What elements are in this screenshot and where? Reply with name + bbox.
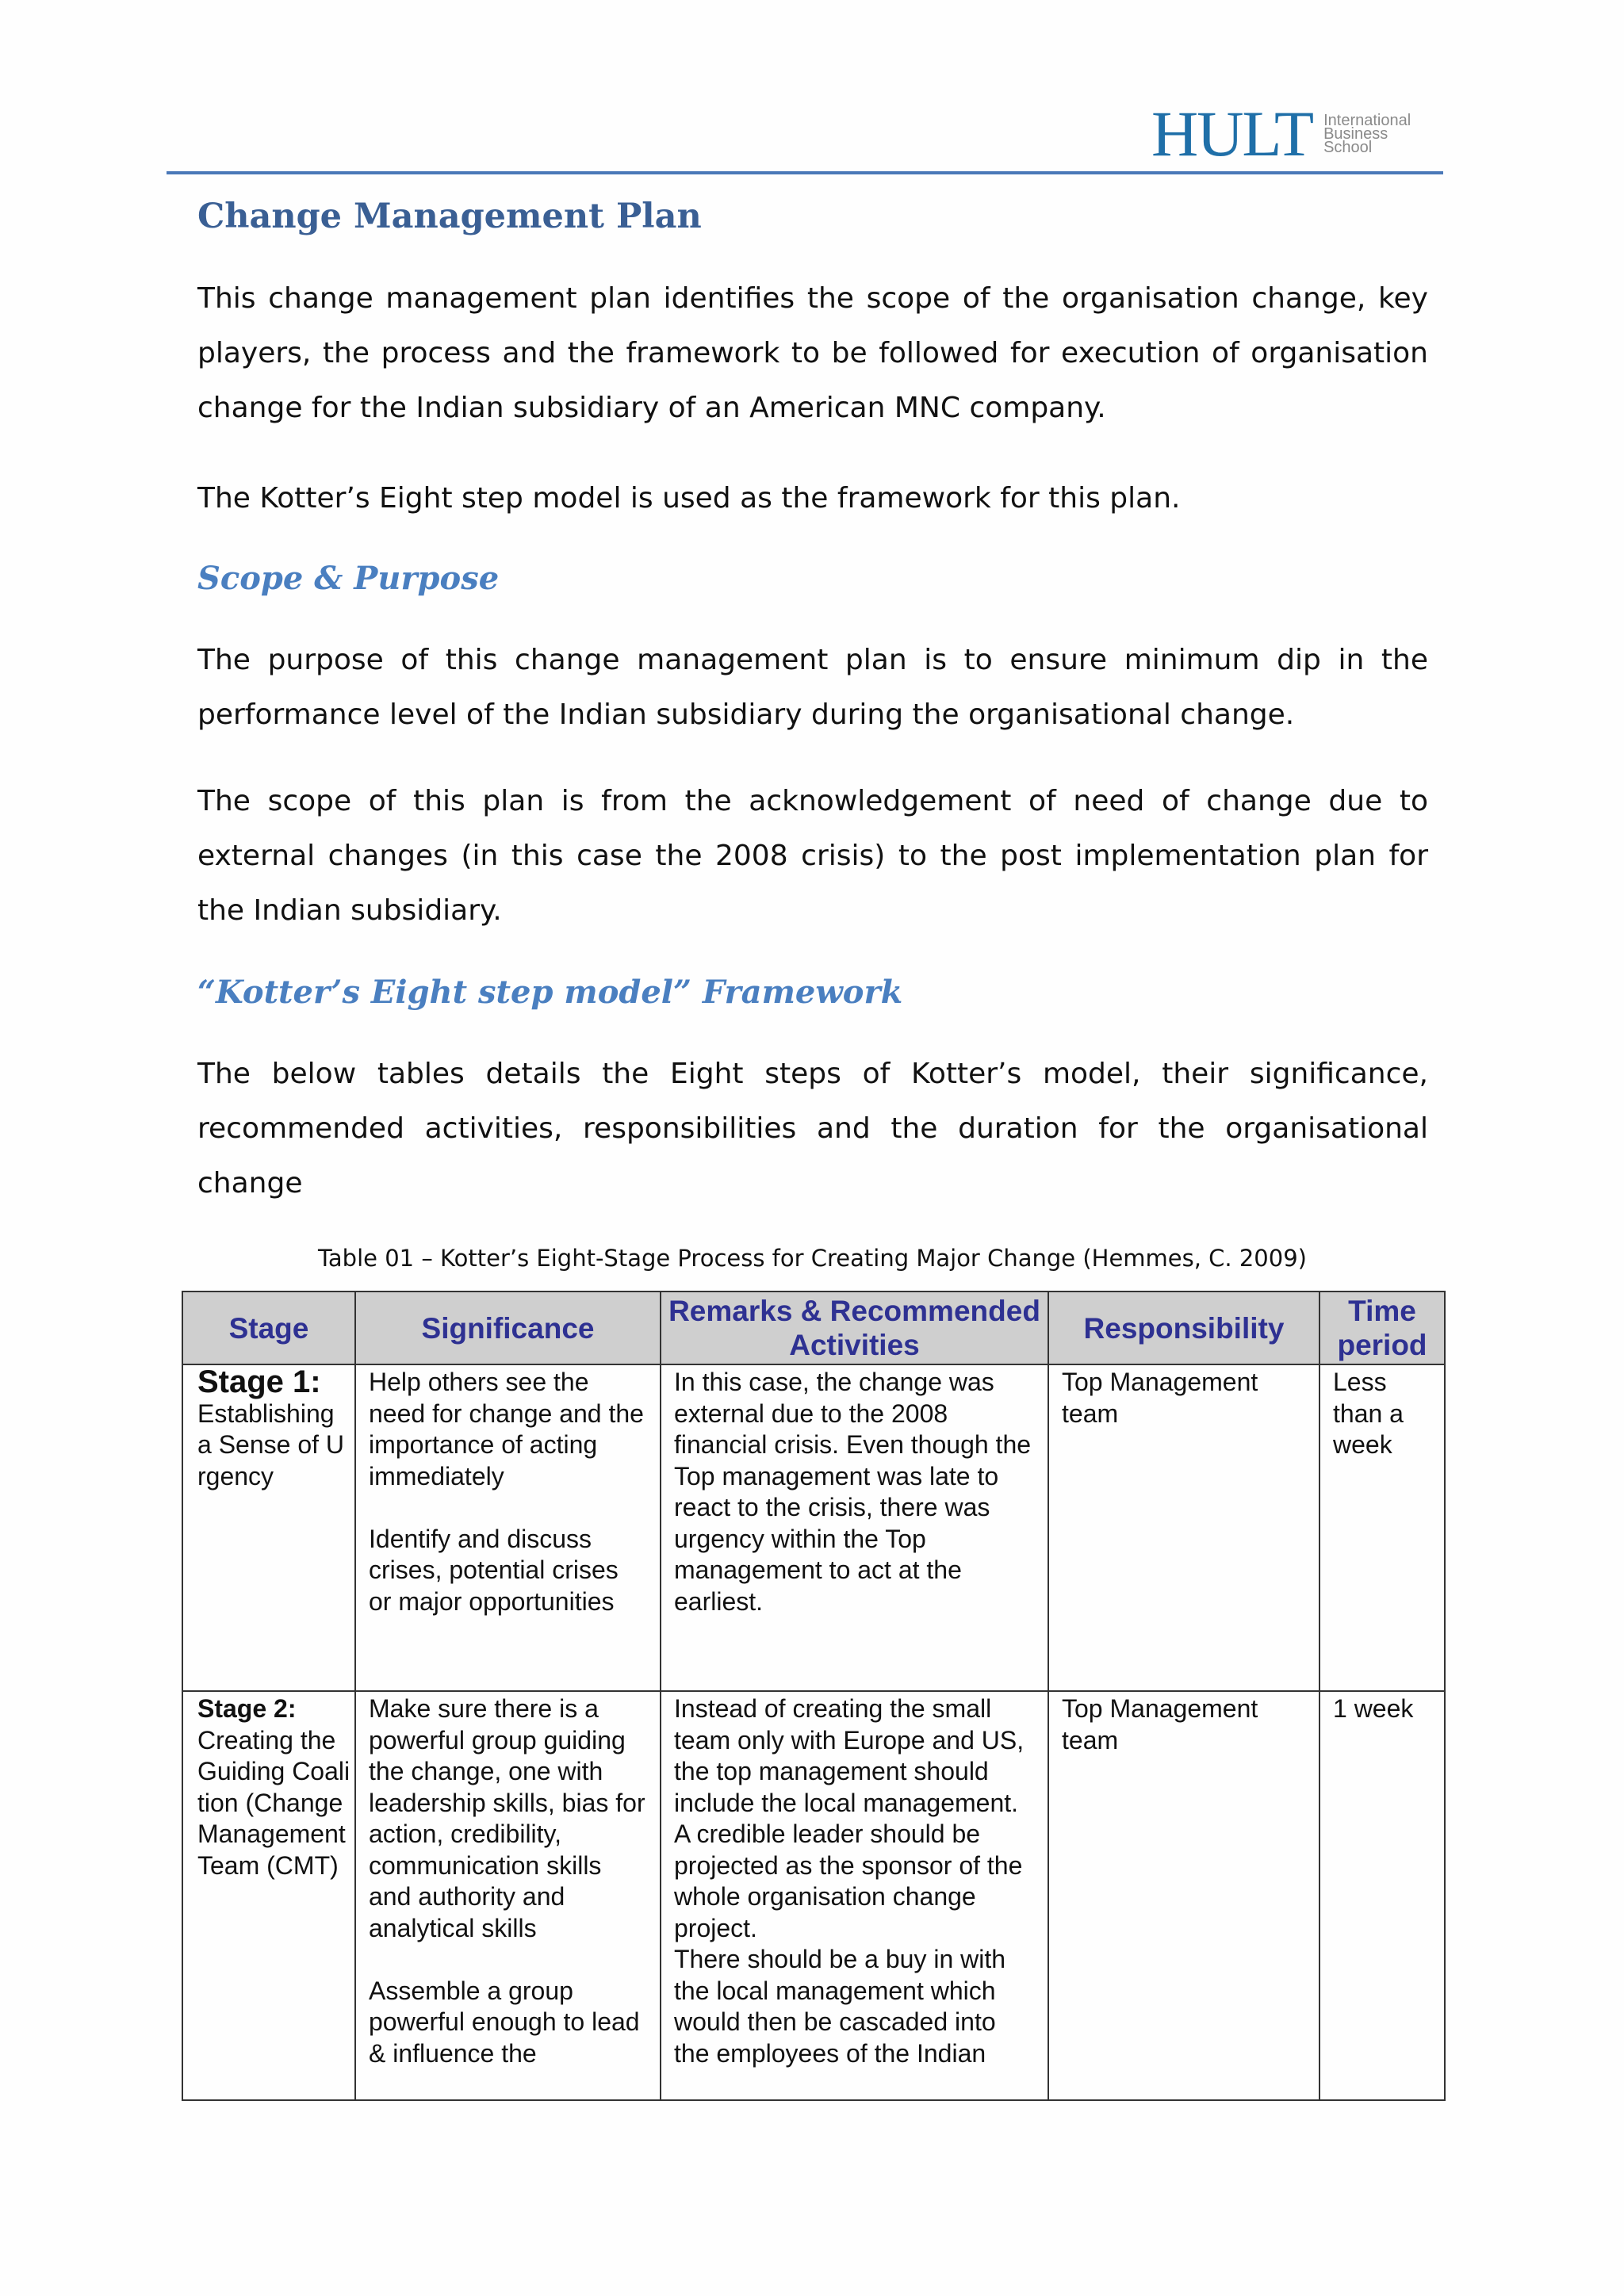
time-cell: Less than a week (1320, 1364, 1445, 1691)
table-caption: Table 01 – Kotter’s Eight-Stage Process for Creating Major Change (Hemmes, C. 2009) (318, 1245, 1307, 1272)
table-row (182, 1691, 1445, 2100)
responsibility-cell: Top Management team (1048, 1691, 1320, 2100)
header-stage: Stage (182, 1292, 355, 1364)
framework-paragraph: The below tables details the Eight steps of Kotter’s model, their significance, recommended activities, responsibilities and the duration for the organisational change (197, 1058, 1428, 1200)
hult-logo (1151, 98, 1411, 170)
scope-paragraph: The scope of this plan is from the acknowledgement of need of change due to external changes (in this case the 2008 crisis) to the post implementation plan for the Indian subsidiary. (197, 785, 1428, 927)
scope-heading: Scope & Purpose (197, 560, 500, 597)
page-title: Change Management Plan (197, 197, 702, 236)
kotter-table (182, 1291, 1446, 2101)
header-responsibility: Responsibility (1048, 1292, 1320, 1364)
framework-note: The Kotter’s Eight step model is used as the framework for this plan. (197, 482, 1181, 515)
stage-cell: Stage 1: Establishing a Sense of Urgency (182, 1364, 355, 1691)
significance-cell: Make sure there is a powerful group guiding the change, one with leadership skills, bias for action, credibility, communication skills and authority and analytical skills Assemble a group powerful enough to lead & influence the (355, 1691, 661, 2100)
remarks-cell: In this case, the change was external due to the 2008 financial crisis. Even though the Top management was late to react to the crisis, there was urgency within the Top management to act at the earliest. (661, 1364, 1048, 1691)
logo-subtitle: International Business School (1323, 111, 1411, 156)
table-row (182, 1364, 1445, 1691)
significance-cell: Help others see the need for change and the importance of acting immediately Identify and discuss crises, potential crises or major opportunities (355, 1364, 661, 1691)
header-time: Time period (1320, 1292, 1445, 1364)
purpose-paragraph: The purpose of this change management plan is to ensure minimum dip in the performance level of the Indian subsidiary during the organisational change. (197, 644, 1428, 731)
header-significance: Significance (355, 1292, 661, 1364)
header-remarks: Remarks & Recommended Activities (661, 1292, 1048, 1364)
logo-wordmark: HULT (1151, 98, 1313, 170)
stage-cell: Stage 2: Creating the Guiding Coalition (Change Management Team (CMT) (182, 1691, 355, 2100)
remarks-cell: Instead of creating the small team only with Europe and US, the top management should include the local management. A credible leader should be projected as the sponsor of the whole organisation change project. There should be a buy in with the local management which would then be cascaded into the employees of the Indian (661, 1691, 1048, 2100)
time-cell: 1 week (1320, 1691, 1445, 2100)
responsibility-cell: Top Management team (1048, 1364, 1320, 1691)
framework-heading: “Kotter’s Eight step model” Framework (197, 974, 903, 1011)
intro-paragraph: This change management plan identifies the scope of the organisation change, key players, the process and the framework to be followed for execution of organisation change for the Indian subsidiary of an American MNC company. (197, 282, 1428, 424)
header-divider (167, 171, 1443, 174)
table-header-row (182, 1292, 1445, 1364)
